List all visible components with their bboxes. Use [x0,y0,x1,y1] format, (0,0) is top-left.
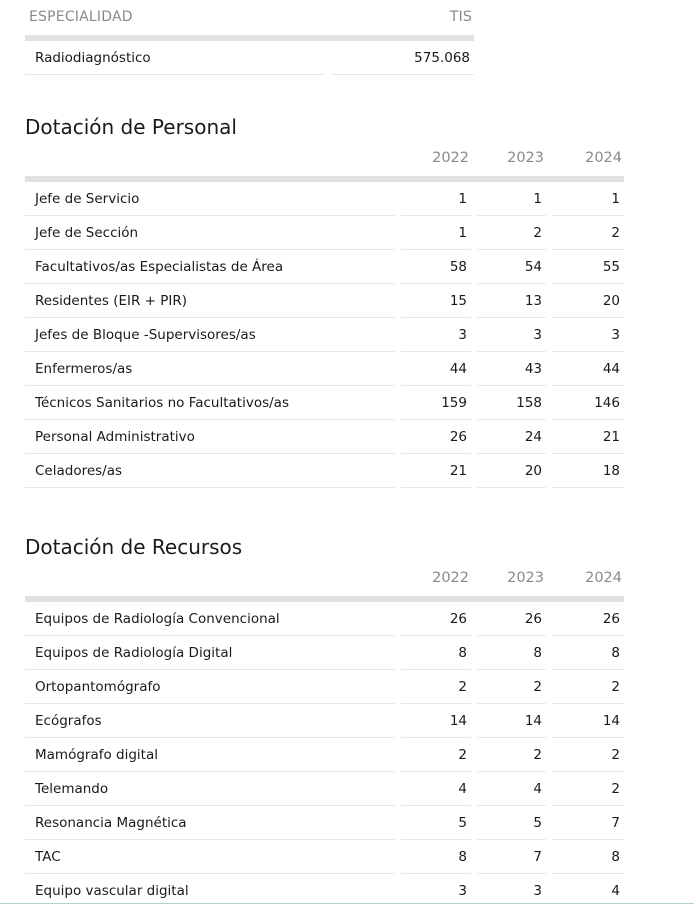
table-row [25,704,624,738]
value-2023: 4 [477,772,546,806]
value-2024: 21 [552,420,624,454]
year-header-2022: 2022 [401,148,471,182]
year-header-2024: 2024 [552,568,624,602]
table-row [25,670,624,704]
value-2022: 2 [401,670,471,704]
value-2022: 1 [401,182,471,216]
value-2022: 58 [401,250,471,284]
value-2023: 5 [477,806,546,840]
value-2024: 18 [552,454,624,488]
value-2022: 8 [401,636,471,670]
table-row [25,250,624,284]
table-row [25,352,624,386]
recursos-label-header [25,568,395,602]
tis-header: TIS [331,7,474,41]
value-2024: 3 [552,318,624,352]
value-2023: 2 [477,738,546,772]
value-2022: 5 [401,806,471,840]
table-row [25,216,624,250]
year-header-2023: 2023 [477,568,546,602]
value-2024: 14 [552,704,624,738]
table-row [25,840,624,874]
personal-section-title: Dotación de Personal [25,115,237,139]
value-2023: 7 [477,840,546,874]
tis-value: 575.068 [331,41,474,75]
table-row [25,806,624,840]
especialidad-name: Radiodiagnóstico [25,41,325,75]
table-row [25,772,624,806]
row-label: Resonancia Magnética [25,806,395,840]
table-row [25,420,624,454]
row-label: Personal Administrativo [25,420,395,454]
value-2024: 20 [552,284,624,318]
especialidad-table [25,7,474,75]
value-2023: 20 [477,454,546,488]
value-2024: 1 [552,182,624,216]
value-2022: 21 [401,454,471,488]
value-2022: 4 [401,772,471,806]
row-label: Celadores/as [25,454,395,488]
table-row [25,284,624,318]
value-2022: 15 [401,284,471,318]
value-2022: 1 [401,216,471,250]
table-row [25,318,624,352]
value-2024: 55 [552,250,624,284]
row-label: Mamógrafo digital [25,738,395,772]
value-2023: 13 [477,284,546,318]
value-2023: 26 [477,602,546,636]
value-2024: 7 [552,806,624,840]
value-2023: 3 [477,318,546,352]
value-2023: 24 [477,420,546,454]
value-2022: 2 [401,738,471,772]
value-2023: 54 [477,250,546,284]
table-row [25,41,474,75]
row-label: Jefe de Sección [25,216,395,250]
value-2024: 8 [552,840,624,874]
row-label: Ortopantomógrafo [25,670,395,704]
value-2022: 26 [401,420,471,454]
value-2024: 8 [552,636,624,670]
value-2024: 2 [552,738,624,772]
value-2022: 3 [401,318,471,352]
row-label: TAC [25,840,395,874]
row-label: Telemando [25,772,395,806]
year-header-2022: 2022 [401,568,471,602]
value-2022: 159 [401,386,471,420]
value-2023: 2 [477,216,546,250]
value-2023: 14 [477,704,546,738]
bottom-divider [0,903,694,904]
row-label: Jefe de Servicio [25,182,395,216]
value-2024: 2 [552,216,624,250]
value-2024: 26 [552,602,624,636]
year-header-2024: 2024 [552,148,624,182]
row-label: Residentes (EIR + PIR) [25,284,395,318]
especialidad-header-row [25,7,474,41]
row-label: Técnicos Sanitarios no Facultativos/as [25,386,395,420]
recursos-table [25,568,624,905]
value-2022: 14 [401,704,471,738]
value-2023: 1 [477,182,546,216]
row-label: Ecógrafos [25,704,395,738]
value-2024: 2 [552,772,624,806]
value-2022: 8 [401,840,471,874]
table-row [25,874,624,905]
value-2022: 3 [401,874,471,905]
row-label: Equipos de Radiología Digital [25,636,395,670]
row-label: Facultativos/as Especialistas de Área [25,250,395,284]
row-label: Equipos de Radiología Convencional [25,602,395,636]
table-row [25,454,624,488]
value-2023: 2 [477,670,546,704]
value-2023: 43 [477,352,546,386]
value-2024: 44 [552,352,624,386]
value-2023: 158 [477,386,546,420]
row-label: Equipo vascular digital [25,874,395,905]
value-2023: 8 [477,636,546,670]
especialidad-header: ESPECIALIDAD [25,7,325,41]
table-row [25,636,624,670]
personal-header-row [25,148,624,182]
value-2024: 4 [552,874,624,905]
year-header-2023: 2023 [477,148,546,182]
personal-table [25,148,624,488]
row-label: Jefes de Bloque -Supervisores/as [25,318,395,352]
recursos-header-row [25,568,624,602]
value-2024: 2 [552,670,624,704]
value-2024: 146 [552,386,624,420]
recursos-section-title: Dotación de Recursos [25,535,243,559]
value-2022: 26 [401,602,471,636]
value-2022: 44 [401,352,471,386]
table-row [25,738,624,772]
row-label: Enfermeros/as [25,352,395,386]
value-2023: 3 [477,874,546,905]
personal-label-header [25,148,395,182]
table-row [25,602,624,636]
table-row [25,386,624,420]
table-row [25,182,624,216]
